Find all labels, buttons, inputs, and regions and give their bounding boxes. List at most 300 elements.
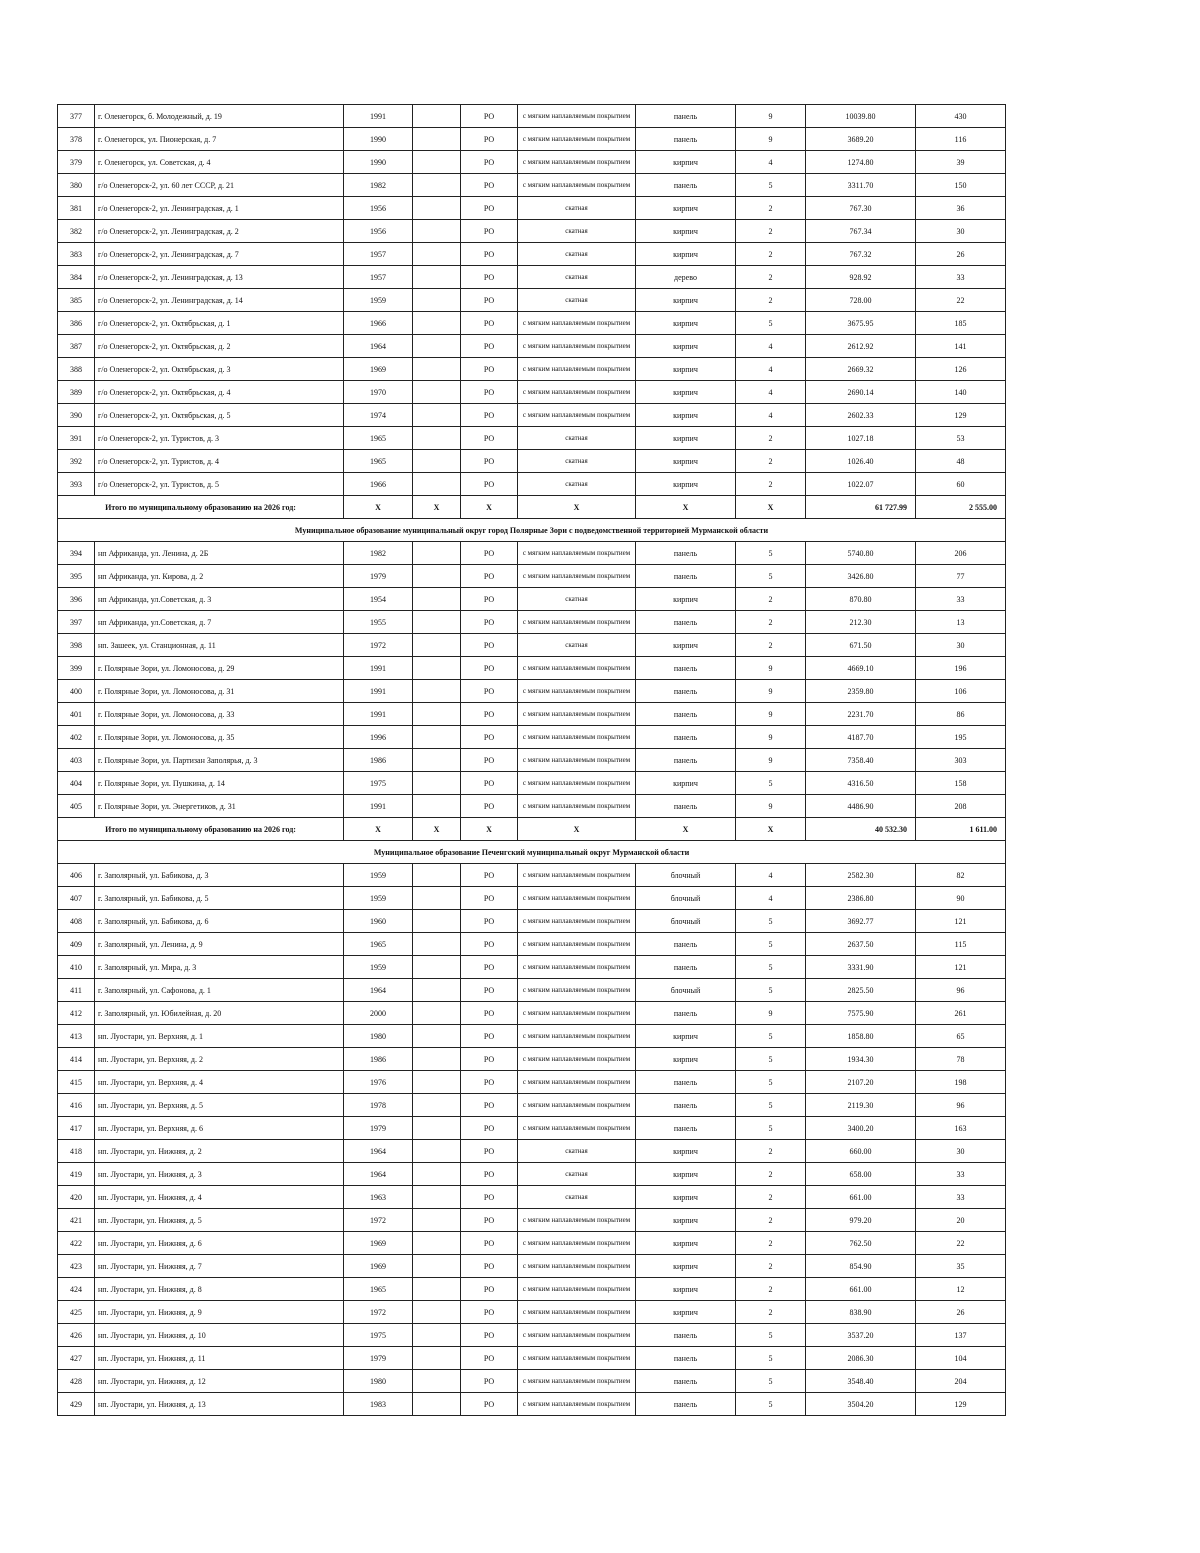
- table-row: [58, 1324, 1006, 1347]
- cell-residents: 206: [916, 542, 1006, 565]
- cell-wall-material: кирпич: [636, 220, 736, 243]
- cell-work-type: РО: [461, 174, 518, 197]
- total-x-cell: X: [636, 496, 736, 519]
- table-row: [58, 220, 1006, 243]
- cell-residents: 39: [916, 151, 1006, 174]
- cell-year-reconstruction: [413, 1186, 461, 1209]
- cell-roof-type: с мягким наплавляемым покрытием: [518, 703, 636, 726]
- cell-year-reconstruction: [413, 542, 461, 565]
- cell-residents: 129: [916, 404, 1006, 427]
- cell-year-reconstruction: [413, 1002, 461, 1025]
- cell-wall-material: дерево: [636, 266, 736, 289]
- cell-work-type: РО: [461, 1025, 518, 1048]
- cell-total-area: 1858.80: [806, 1025, 916, 1048]
- cell-address: г/о Оленегорск-2, ул. Туристов, д. 3: [95, 427, 344, 450]
- cell-address: г. Оленегорск, б. Молодежный, д. 19: [95, 105, 344, 128]
- cell-total-area: 2107.20: [806, 1071, 916, 1094]
- table-row: [58, 1163, 1006, 1186]
- cell-year-built: 1991: [344, 105, 413, 128]
- table-row: [58, 1209, 1006, 1232]
- cell-row-number: 387: [58, 335, 95, 358]
- cell-row-number: 381: [58, 197, 95, 220]
- cell-total-area: 671.50: [806, 634, 916, 657]
- cell-year-built: 1969: [344, 1232, 413, 1255]
- cell-year-reconstruction: [413, 611, 461, 634]
- cell-total-area: 979.20: [806, 1209, 916, 1232]
- cell-residents: 261: [916, 1002, 1006, 1025]
- cell-residents: 30: [916, 220, 1006, 243]
- cell-work-type: РО: [461, 243, 518, 266]
- section-title: Муниципальное образование Печенгский муниципальный округ Мурманской области: [58, 841, 1006, 864]
- cell-address: г. Заполярный, ул. Юбилейная, д. 20: [95, 1002, 344, 1025]
- cell-wall-material: панель: [636, 795, 736, 818]
- total-x-cell: X: [344, 818, 413, 841]
- table-row: [58, 680, 1006, 703]
- total-residents: 2 555.00: [916, 496, 1006, 519]
- cell-total-area: 3548.40: [806, 1370, 916, 1393]
- cell-work-type: РО: [461, 381, 518, 404]
- cell-address: нп Африканда, ул.Советская, д. 7: [95, 611, 344, 634]
- cell-residents: 53: [916, 427, 1006, 450]
- cell-wall-material: кирпич: [636, 1209, 736, 1232]
- cell-year-reconstruction: [413, 266, 461, 289]
- cell-wall-material: панель: [636, 1324, 736, 1347]
- cell-work-type: РО: [461, 128, 518, 151]
- cell-row-number: 428: [58, 1370, 95, 1393]
- cell-address: нп. Луостари, ул. Нижняя, д. 9: [95, 1301, 344, 1324]
- table-row: [58, 657, 1006, 680]
- cell-year-reconstruction: [413, 864, 461, 887]
- cell-total-area: 212.30: [806, 611, 916, 634]
- table-row: [58, 151, 1006, 174]
- cell-year-built: 1980: [344, 1025, 413, 1048]
- cell-roof-type: скатная: [518, 450, 636, 473]
- cell-residents: 141: [916, 335, 1006, 358]
- cell-roof-type: с мягким наплавляемым покрытием: [518, 1002, 636, 1025]
- cell-row-number: 393: [58, 473, 95, 496]
- cell-year-built: 1965: [344, 450, 413, 473]
- cell-total-area: 3426.80: [806, 565, 916, 588]
- cell-work-type: РО: [461, 1324, 518, 1347]
- cell-year-built: 1990: [344, 151, 413, 174]
- cell-work-type: РО: [461, 266, 518, 289]
- cell-wall-material: панель: [636, 1370, 736, 1393]
- cell-address: г/о Оленегорск-2, ул. 60 лет СССР, д. 21: [95, 174, 344, 197]
- cell-year-built: 1976: [344, 1071, 413, 1094]
- cell-residents: 121: [916, 956, 1006, 979]
- cell-floors: 2: [736, 450, 806, 473]
- cell-wall-material: панель: [636, 1071, 736, 1094]
- cell-residents: 185: [916, 312, 1006, 335]
- cell-year-built: 1986: [344, 749, 413, 772]
- cell-work-type: РО: [461, 795, 518, 818]
- cell-roof-type: с мягким наплавляемым покрытием: [518, 105, 636, 128]
- table-row: [58, 312, 1006, 335]
- cell-work-type: РО: [461, 1301, 518, 1324]
- cell-work-type: РО: [461, 1140, 518, 1163]
- cell-total-area: 4669.10: [806, 657, 916, 680]
- table-row: [58, 473, 1006, 496]
- cell-floors: 9: [736, 680, 806, 703]
- cell-roof-type: с мягким наплавляемым покрытием: [518, 1255, 636, 1278]
- cell-floors: 4: [736, 151, 806, 174]
- cell-wall-material: панель: [636, 657, 736, 680]
- cell-year-reconstruction: [413, 933, 461, 956]
- cell-year-reconstruction: [413, 289, 461, 312]
- cell-floors: 9: [736, 726, 806, 749]
- cell-total-area: 2637.50: [806, 933, 916, 956]
- cell-roof-type: с мягким наплавляемым покрытием: [518, 565, 636, 588]
- table-row: [58, 335, 1006, 358]
- cell-total-area: 3504.20: [806, 1393, 916, 1416]
- cell-wall-material: панель: [636, 933, 736, 956]
- cell-floors: 5: [736, 1094, 806, 1117]
- cell-year-reconstruction: [413, 174, 461, 197]
- cell-year-built: 1972: [344, 1301, 413, 1324]
- table-row: [58, 1232, 1006, 1255]
- cell-year-reconstruction: [413, 680, 461, 703]
- cell-address: нп Африканда, ул.Советская, д. 3: [95, 588, 344, 611]
- cell-floors: 4: [736, 335, 806, 358]
- cell-year-reconstruction: [413, 979, 461, 1002]
- cell-wall-material: кирпич: [636, 473, 736, 496]
- cell-work-type: РО: [461, 611, 518, 634]
- cell-year-built: 1964: [344, 1163, 413, 1186]
- cell-total-area: 838.90: [806, 1301, 916, 1324]
- cell-wall-material: кирпич: [636, 151, 736, 174]
- table-row: [58, 703, 1006, 726]
- cell-row-number: 420: [58, 1186, 95, 1209]
- cell-wall-material: панель: [636, 703, 736, 726]
- cell-year-reconstruction: [413, 1232, 461, 1255]
- total-x-cell: X: [413, 818, 461, 841]
- cell-roof-type: скатная: [518, 427, 636, 450]
- cell-residents: 60: [916, 473, 1006, 496]
- cell-roof-type: с мягким наплавляемым покрытием: [518, 151, 636, 174]
- cell-year-built: 1963: [344, 1186, 413, 1209]
- cell-residents: 48: [916, 450, 1006, 473]
- table-row: [58, 864, 1006, 887]
- cell-year-built: 2000: [344, 1002, 413, 1025]
- table-row: [58, 243, 1006, 266]
- cell-residents: 33: [916, 266, 1006, 289]
- cell-year-reconstruction: [413, 657, 461, 680]
- cell-address: нп. Луостари, ул. Нижняя, д. 6: [95, 1232, 344, 1255]
- cell-total-area: 3311.70: [806, 174, 916, 197]
- cell-address: нп. Луостари, ул. Нижняя, д. 8: [95, 1278, 344, 1301]
- cell-year-built: 1979: [344, 565, 413, 588]
- cell-residents: 430: [916, 105, 1006, 128]
- cell-floors: 5: [736, 910, 806, 933]
- cell-work-type: РО: [461, 680, 518, 703]
- cell-roof-type: с мягким наплавляемым покрытием: [518, 864, 636, 887]
- cell-floors: 2: [736, 1186, 806, 1209]
- cell-roof-type: с мягким наплавляемым покрытием: [518, 542, 636, 565]
- cell-floors: 9: [736, 703, 806, 726]
- cell-floors: 2: [736, 427, 806, 450]
- cell-year-reconstruction: [413, 1370, 461, 1393]
- cell-address: нп. Луостари, ул. Нижняя, д. 10: [95, 1324, 344, 1347]
- cell-total-area: 4486.90: [806, 795, 916, 818]
- cell-floors: 9: [736, 795, 806, 818]
- cell-work-type: РО: [461, 1209, 518, 1232]
- cell-year-reconstruction: [413, 1255, 461, 1278]
- cell-row-number: 429: [58, 1393, 95, 1416]
- cell-address: г. Полярные Зори, ул. Партизан Заполярья, д. 3: [95, 749, 344, 772]
- cell-work-type: РО: [461, 726, 518, 749]
- table-row: [58, 565, 1006, 588]
- cell-residents: 96: [916, 1094, 1006, 1117]
- cell-total-area: 5740.80: [806, 542, 916, 565]
- cell-wall-material: панель: [636, 1094, 736, 1117]
- cell-year-built: 1965: [344, 933, 413, 956]
- cell-work-type: РО: [461, 887, 518, 910]
- total-x-cell: X: [461, 496, 518, 519]
- cell-roof-type: с мягким наплавляемым покрытием: [518, 1347, 636, 1370]
- cell-row-number: 409: [58, 933, 95, 956]
- cell-wall-material: блочный: [636, 979, 736, 1002]
- table-row: [58, 1140, 1006, 1163]
- cell-row-number: 400: [58, 680, 95, 703]
- table-row: [58, 1186, 1006, 1209]
- cell-row-number: 394: [58, 542, 95, 565]
- cell-total-area: 928.92: [806, 266, 916, 289]
- cell-address: г. Полярные Зори, ул. Ломоносова, д. 33: [95, 703, 344, 726]
- table-row: [58, 1025, 1006, 1048]
- cell-roof-type: с мягким наплавляемым покрытием: [518, 1278, 636, 1301]
- cell-year-reconstruction: [413, 381, 461, 404]
- table-row: [58, 197, 1006, 220]
- cell-wall-material: кирпич: [636, 634, 736, 657]
- cell-work-type: РО: [461, 1347, 518, 1370]
- cell-total-area: 1022.07: [806, 473, 916, 496]
- cell-address: нп. Луостари, ул. Верхняя, д. 4: [95, 1071, 344, 1094]
- cell-year-built: 1959: [344, 956, 413, 979]
- cell-row-number: 392: [58, 450, 95, 473]
- cell-work-type: РО: [461, 933, 518, 956]
- cell-work-type: РО: [461, 220, 518, 243]
- cell-address: г/о Оленегорск-2, ул. Октябрьская, д. 1: [95, 312, 344, 335]
- cell-total-area: 2119.30: [806, 1094, 916, 1117]
- section-header-row: [58, 841, 1006, 864]
- cell-roof-type: с мягким наплавляемым покрытием: [518, 979, 636, 1002]
- cell-residents: 115: [916, 933, 1006, 956]
- cell-year-built: 1959: [344, 864, 413, 887]
- cell-total-area: 1274.80: [806, 151, 916, 174]
- cell-year-reconstruction: [413, 243, 461, 266]
- cell-work-type: РО: [461, 634, 518, 657]
- cell-total-area: 3331.90: [806, 956, 916, 979]
- cell-address: г. Полярные Зори, ул. Ломоносова, д. 35: [95, 726, 344, 749]
- cell-residents: 90: [916, 887, 1006, 910]
- cell-roof-type: с мягким наплавляемым покрытием: [518, 404, 636, 427]
- table-row: [58, 542, 1006, 565]
- cell-roof-type: с мягким наплавляемым покрытием: [518, 1209, 636, 1232]
- cell-wall-material: кирпич: [636, 772, 736, 795]
- table-row: [58, 1117, 1006, 1140]
- cell-roof-type: с мягким наплавляемым покрытием: [518, 1370, 636, 1393]
- cell-year-reconstruction: [413, 312, 461, 335]
- cell-roof-type: скатная: [518, 197, 636, 220]
- cell-wall-material: кирпич: [636, 358, 736, 381]
- cell-work-type: РО: [461, 312, 518, 335]
- cell-floors: 4: [736, 864, 806, 887]
- cell-roof-type: с мягким наплавляемым покрытием: [518, 680, 636, 703]
- cell-wall-material: кирпич: [636, 1140, 736, 1163]
- cell-address: г/о Оленегорск-2, ул. Ленинградская, д. 2: [95, 220, 344, 243]
- cell-work-type: РО: [461, 335, 518, 358]
- cell-year-built: 1991: [344, 657, 413, 680]
- cell-year-built: 1983: [344, 1393, 413, 1416]
- cell-total-area: 2359.80: [806, 680, 916, 703]
- table-row: [58, 910, 1006, 933]
- cell-address: г/о Оленегорск-2, ул. Ленинградская, д. 1: [95, 197, 344, 220]
- table-row: [58, 128, 1006, 151]
- total-area: 61 727.99: [806, 496, 916, 519]
- total-x-cell: X: [413, 496, 461, 519]
- cell-residents: 198: [916, 1071, 1006, 1094]
- cell-work-type: РО: [461, 979, 518, 1002]
- cell-wall-material: панель: [636, 565, 736, 588]
- cell-total-area: 661.00: [806, 1278, 916, 1301]
- cell-wall-material: блочный: [636, 910, 736, 933]
- cell-residents: 20: [916, 1209, 1006, 1232]
- cell-total-area: 660.00: [806, 1140, 916, 1163]
- cell-wall-material: панель: [636, 1002, 736, 1025]
- cell-work-type: РО: [461, 749, 518, 772]
- cell-year-built: 1978: [344, 1094, 413, 1117]
- cell-floors: 5: [736, 542, 806, 565]
- cell-row-number: 389: [58, 381, 95, 404]
- cell-row-number: 391: [58, 427, 95, 450]
- total-row: [58, 496, 1006, 519]
- total-x-cell: X: [518, 496, 636, 519]
- cell-total-area: 1934.30: [806, 1048, 916, 1071]
- cell-row-number: 416: [58, 1094, 95, 1117]
- cell-total-area: 2086.30: [806, 1347, 916, 1370]
- cell-wall-material: кирпич: [636, 450, 736, 473]
- cell-floors: 4: [736, 358, 806, 381]
- cell-row-number: 385: [58, 289, 95, 312]
- cell-floors: 2: [736, 611, 806, 634]
- cell-roof-type: скатная: [518, 1186, 636, 1209]
- cell-work-type: РО: [461, 657, 518, 680]
- cell-year-built: 1970: [344, 381, 413, 404]
- cell-total-area: 1026.40: [806, 450, 916, 473]
- cell-year-built: 1959: [344, 289, 413, 312]
- cell-wall-material: кирпич: [636, 1232, 736, 1255]
- cell-year-reconstruction: [413, 1347, 461, 1370]
- cell-year-reconstruction: [413, 427, 461, 450]
- cell-total-area: 2825.50: [806, 979, 916, 1002]
- cell-year-built: 1966: [344, 473, 413, 496]
- cell-work-type: РО: [461, 105, 518, 128]
- cell-floors: 2: [736, 1232, 806, 1255]
- cell-wall-material: панель: [636, 1347, 736, 1370]
- cell-residents: 106: [916, 680, 1006, 703]
- cell-floors: 2: [736, 1140, 806, 1163]
- cell-roof-type: с мягким наплавляемым покрытием: [518, 358, 636, 381]
- cell-row-number: 422: [58, 1232, 95, 1255]
- cell-work-type: РО: [461, 151, 518, 174]
- cell-total-area: 767.30: [806, 197, 916, 220]
- cell-work-type: РО: [461, 1002, 518, 1025]
- cell-floors: 5: [736, 312, 806, 335]
- total-x-cell: X: [636, 818, 736, 841]
- cell-floors: 5: [736, 1117, 806, 1140]
- total-x-cell: X: [736, 818, 806, 841]
- cell-wall-material: кирпич: [636, 427, 736, 450]
- cell-total-area: 4316.50: [806, 772, 916, 795]
- cell-residents: 204: [916, 1370, 1006, 1393]
- cell-year-built: 1966: [344, 312, 413, 335]
- cell-address: г. Заполярный, ул. Сафонова, д. 1: [95, 979, 344, 1002]
- cell-wall-material: кирпич: [636, 1048, 736, 1071]
- cell-work-type: РО: [461, 1186, 518, 1209]
- cell-work-type: РО: [461, 542, 518, 565]
- cell-total-area: 2690.14: [806, 381, 916, 404]
- cell-wall-material: кирпич: [636, 243, 736, 266]
- cell-row-number: 398: [58, 634, 95, 657]
- cell-floors: 9: [736, 657, 806, 680]
- cell-work-type: РО: [461, 427, 518, 450]
- cell-wall-material: панель: [636, 174, 736, 197]
- cell-wall-material: кирпич: [636, 1301, 736, 1324]
- cell-address: г. Оленегорск, ул. Советская, д. 4: [95, 151, 344, 174]
- cell-row-number: 401: [58, 703, 95, 726]
- cell-row-number: 405: [58, 795, 95, 818]
- table-row: [58, 795, 1006, 818]
- cell-address: нп. Зашеек, ул. Станционная, д. 11: [95, 634, 344, 657]
- table-row: [58, 1002, 1006, 1025]
- cell-total-area: 767.34: [806, 220, 916, 243]
- cell-floors: 5: [736, 565, 806, 588]
- cell-address: г/о Оленегорск-2, ул. Октябрьская, д. 3: [95, 358, 344, 381]
- cell-residents: 140: [916, 381, 1006, 404]
- cell-floors: 5: [736, 1370, 806, 1393]
- cell-address: нп. Луостари, ул. Нижняя, д. 4: [95, 1186, 344, 1209]
- cell-address: нп Африканда, ул. Ленина, д. 2Б: [95, 542, 344, 565]
- cell-year-built: 1964: [344, 335, 413, 358]
- cell-wall-material: кирпич: [636, 197, 736, 220]
- cell-year-built: 1986: [344, 1048, 413, 1071]
- cell-work-type: РО: [461, 910, 518, 933]
- cell-floors: 2: [736, 289, 806, 312]
- table-row: [58, 979, 1006, 1002]
- cell-roof-type: с мягким наплавляемым покрытием: [518, 910, 636, 933]
- cell-residents: 163: [916, 1117, 1006, 1140]
- table-row: [58, 358, 1006, 381]
- cell-floors: 4: [736, 887, 806, 910]
- cell-year-built: 1969: [344, 358, 413, 381]
- cell-wall-material: кирпич: [636, 381, 736, 404]
- cell-row-number: 415: [58, 1071, 95, 1094]
- cell-floors: 9: [736, 128, 806, 151]
- cell-address: нп. Луостари, ул. Верхняя, д. 6: [95, 1117, 344, 1140]
- cell-residents: 78: [916, 1048, 1006, 1071]
- cell-year-reconstruction: [413, 910, 461, 933]
- cell-roof-type: скатная: [518, 289, 636, 312]
- cell-residents: 33: [916, 1163, 1006, 1186]
- cell-floors: 2: [736, 473, 806, 496]
- table-row: [58, 634, 1006, 657]
- table-row: [58, 1094, 1006, 1117]
- cell-floors: 2: [736, 634, 806, 657]
- cell-work-type: РО: [461, 1048, 518, 1071]
- cell-roof-type: с мягким наплавляемым покрытием: [518, 335, 636, 358]
- cell-row-number: 396: [58, 588, 95, 611]
- cell-address: г/о Оленегорск-2, ул. Ленинградская, д. 7: [95, 243, 344, 266]
